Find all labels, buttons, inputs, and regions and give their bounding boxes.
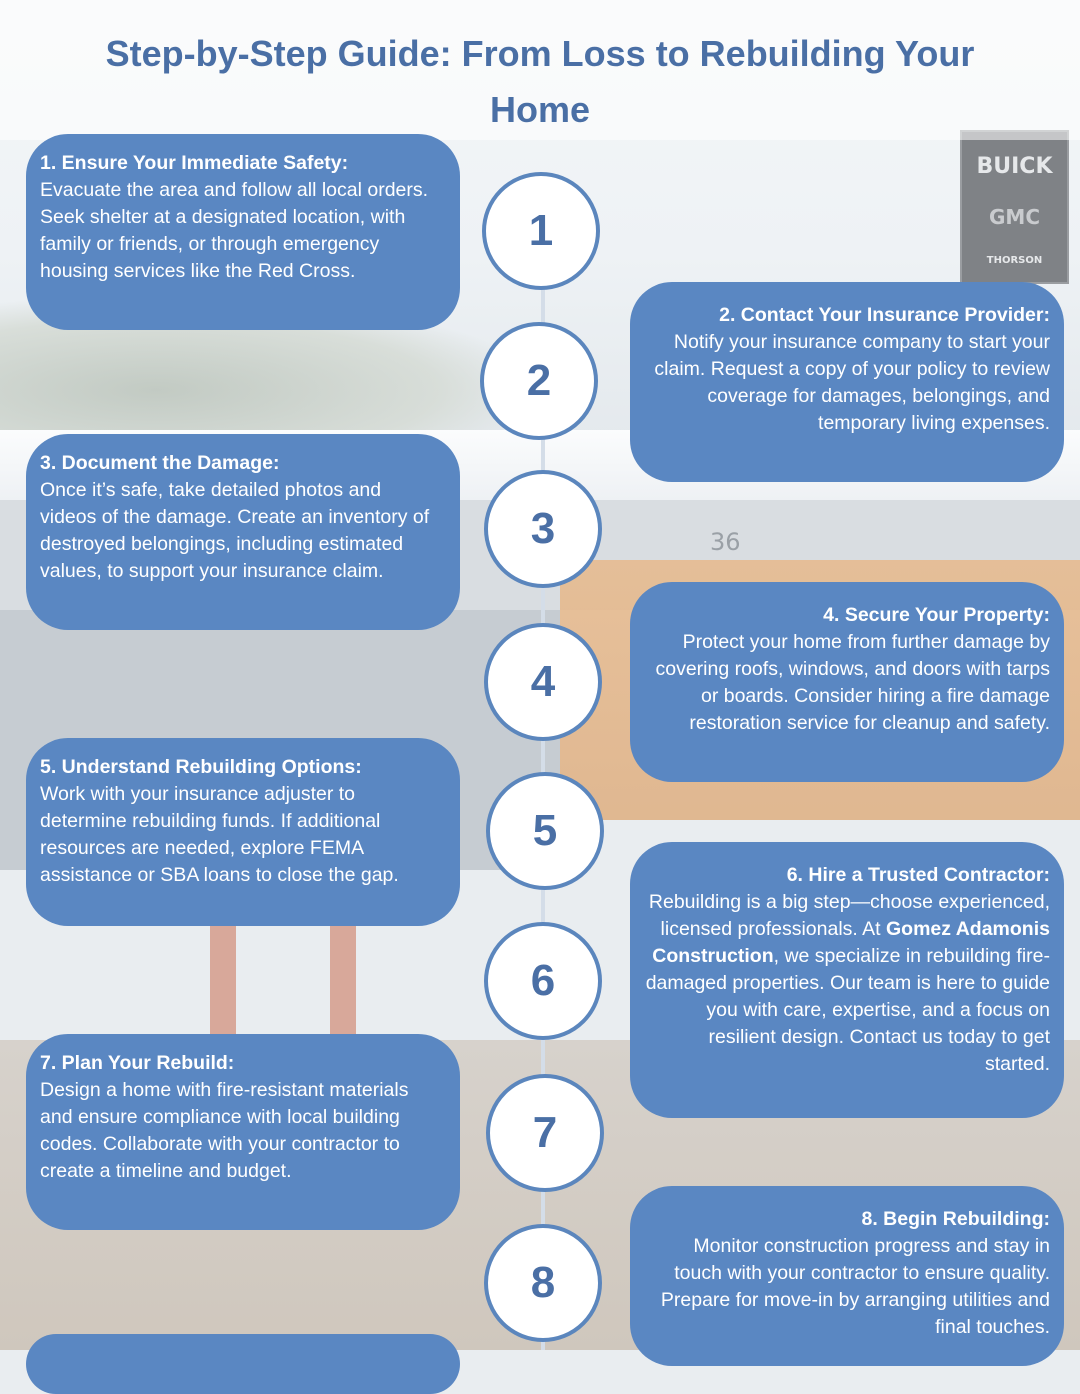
sign-line-buick: BUICK — [976, 154, 1053, 179]
step-card-5 — [26, 738, 460, 926]
dealership-sign — [960, 130, 1069, 284]
step-card-3 — [26, 434, 460, 630]
step-card-2 — [630, 282, 1064, 482]
step-card-7 — [26, 1034, 460, 1230]
step-circle-3: 3 — [484, 470, 602, 588]
step-heading-7: 7. Plan Your Rebuild: — [40, 1052, 235, 1074]
step-body-4: Protect your home from further damage by covering roofs, windows, and doors with tarps or boards. Consider hiring a fire damage restoration service for cleanup and safety. — [655, 631, 1050, 734]
step-body-6-end: , we specialize in rebuilding fire-damaged properties. Our team is here to guide you with care, expertise, and a focus on resilient design. Contact us today to get started. — [645, 945, 1050, 1075]
step-circle-8: 8 — [484, 1224, 602, 1342]
step-body-8: Monitor construction progress and stay in touch with your contractor to ensure quality. Prepare for move-in by arranging utilities and final touches. — [660, 1235, 1050, 1338]
building-number: 36 — [710, 528, 741, 556]
step-body-6-start: Rebuilding is a big step—choose experienced, licensed professionals. At — [648, 891, 1050, 940]
step-card-9-partial — [26, 1334, 460, 1394]
sign-line-thorson: THORSON — [986, 255, 1043, 266]
company-name: Gomez Adamonis Construction — [652, 918, 1050, 967]
step-card-6 — [630, 842, 1064, 1118]
step-card-4 — [630, 582, 1064, 782]
step-heading-1: 1. Ensure Your Immediate Safety: — [40, 152, 349, 174]
step-circle-6: 6 — [484, 922, 602, 1040]
step-card-1 — [26, 134, 460, 330]
step-circle-5: 5 — [486, 772, 604, 890]
step-heading-6: 6. Hire a Trusted Contractor: — [786, 864, 1050, 886]
page-title: Step-by-Step Guide: From Loss to Rebuilding Your Home — [105, 33, 975, 130]
step-heading-5: 5. Understand Rebuilding Options: — [40, 756, 362, 778]
title-banner — [0, 0, 1080, 140]
step-circle-1: 1 — [482, 172, 600, 290]
step-body-7: Design a home with fire-resistant materials and ensure compliance with local building codes. Collaborate with your contractor to create a timeline and budget. — [40, 1079, 409, 1182]
step-heading-8: 8. Begin Rebuilding: — [861, 1208, 1050, 1230]
step-body-2: Notify your insurance company to start your claim. Request a copy of your policy to review coverage for damages, belongings, and temporary living expenses. — [654, 331, 1050, 434]
step-circle-7: 7 — [486, 1074, 604, 1192]
step-body-1: Evacuate the area and follow all local orders. Seek shelter at a designated location, with family or friends, or through emergency housing services like the Red Cross. — [40, 179, 429, 282]
step-circle-2: 2 — [480, 322, 598, 440]
step-heading-2: 2. Contact Your Insurance Provider: — [719, 304, 1050, 326]
step-heading-3: 3. Document the Damage: — [40, 452, 280, 474]
step-body-3: Once it’s safe, take detailed photos and videos of the damage. Create an inventory of destroyed belongings, including estimated values, to support your insurance claim. — [40, 479, 430, 582]
step-circle-4: 4 — [484, 623, 602, 741]
step-body-5: Work with your insurance adjuster to determine rebuilding funds. If additional resources are needed, explore FEMA assistance or SBA loans to close the gap. — [40, 783, 399, 886]
sign-line-gmc: GMC — [989, 205, 1040, 229]
step-heading-4: 4. Secure Your Property: — [823, 604, 1050, 626]
step-card-8 — [630, 1186, 1064, 1366]
